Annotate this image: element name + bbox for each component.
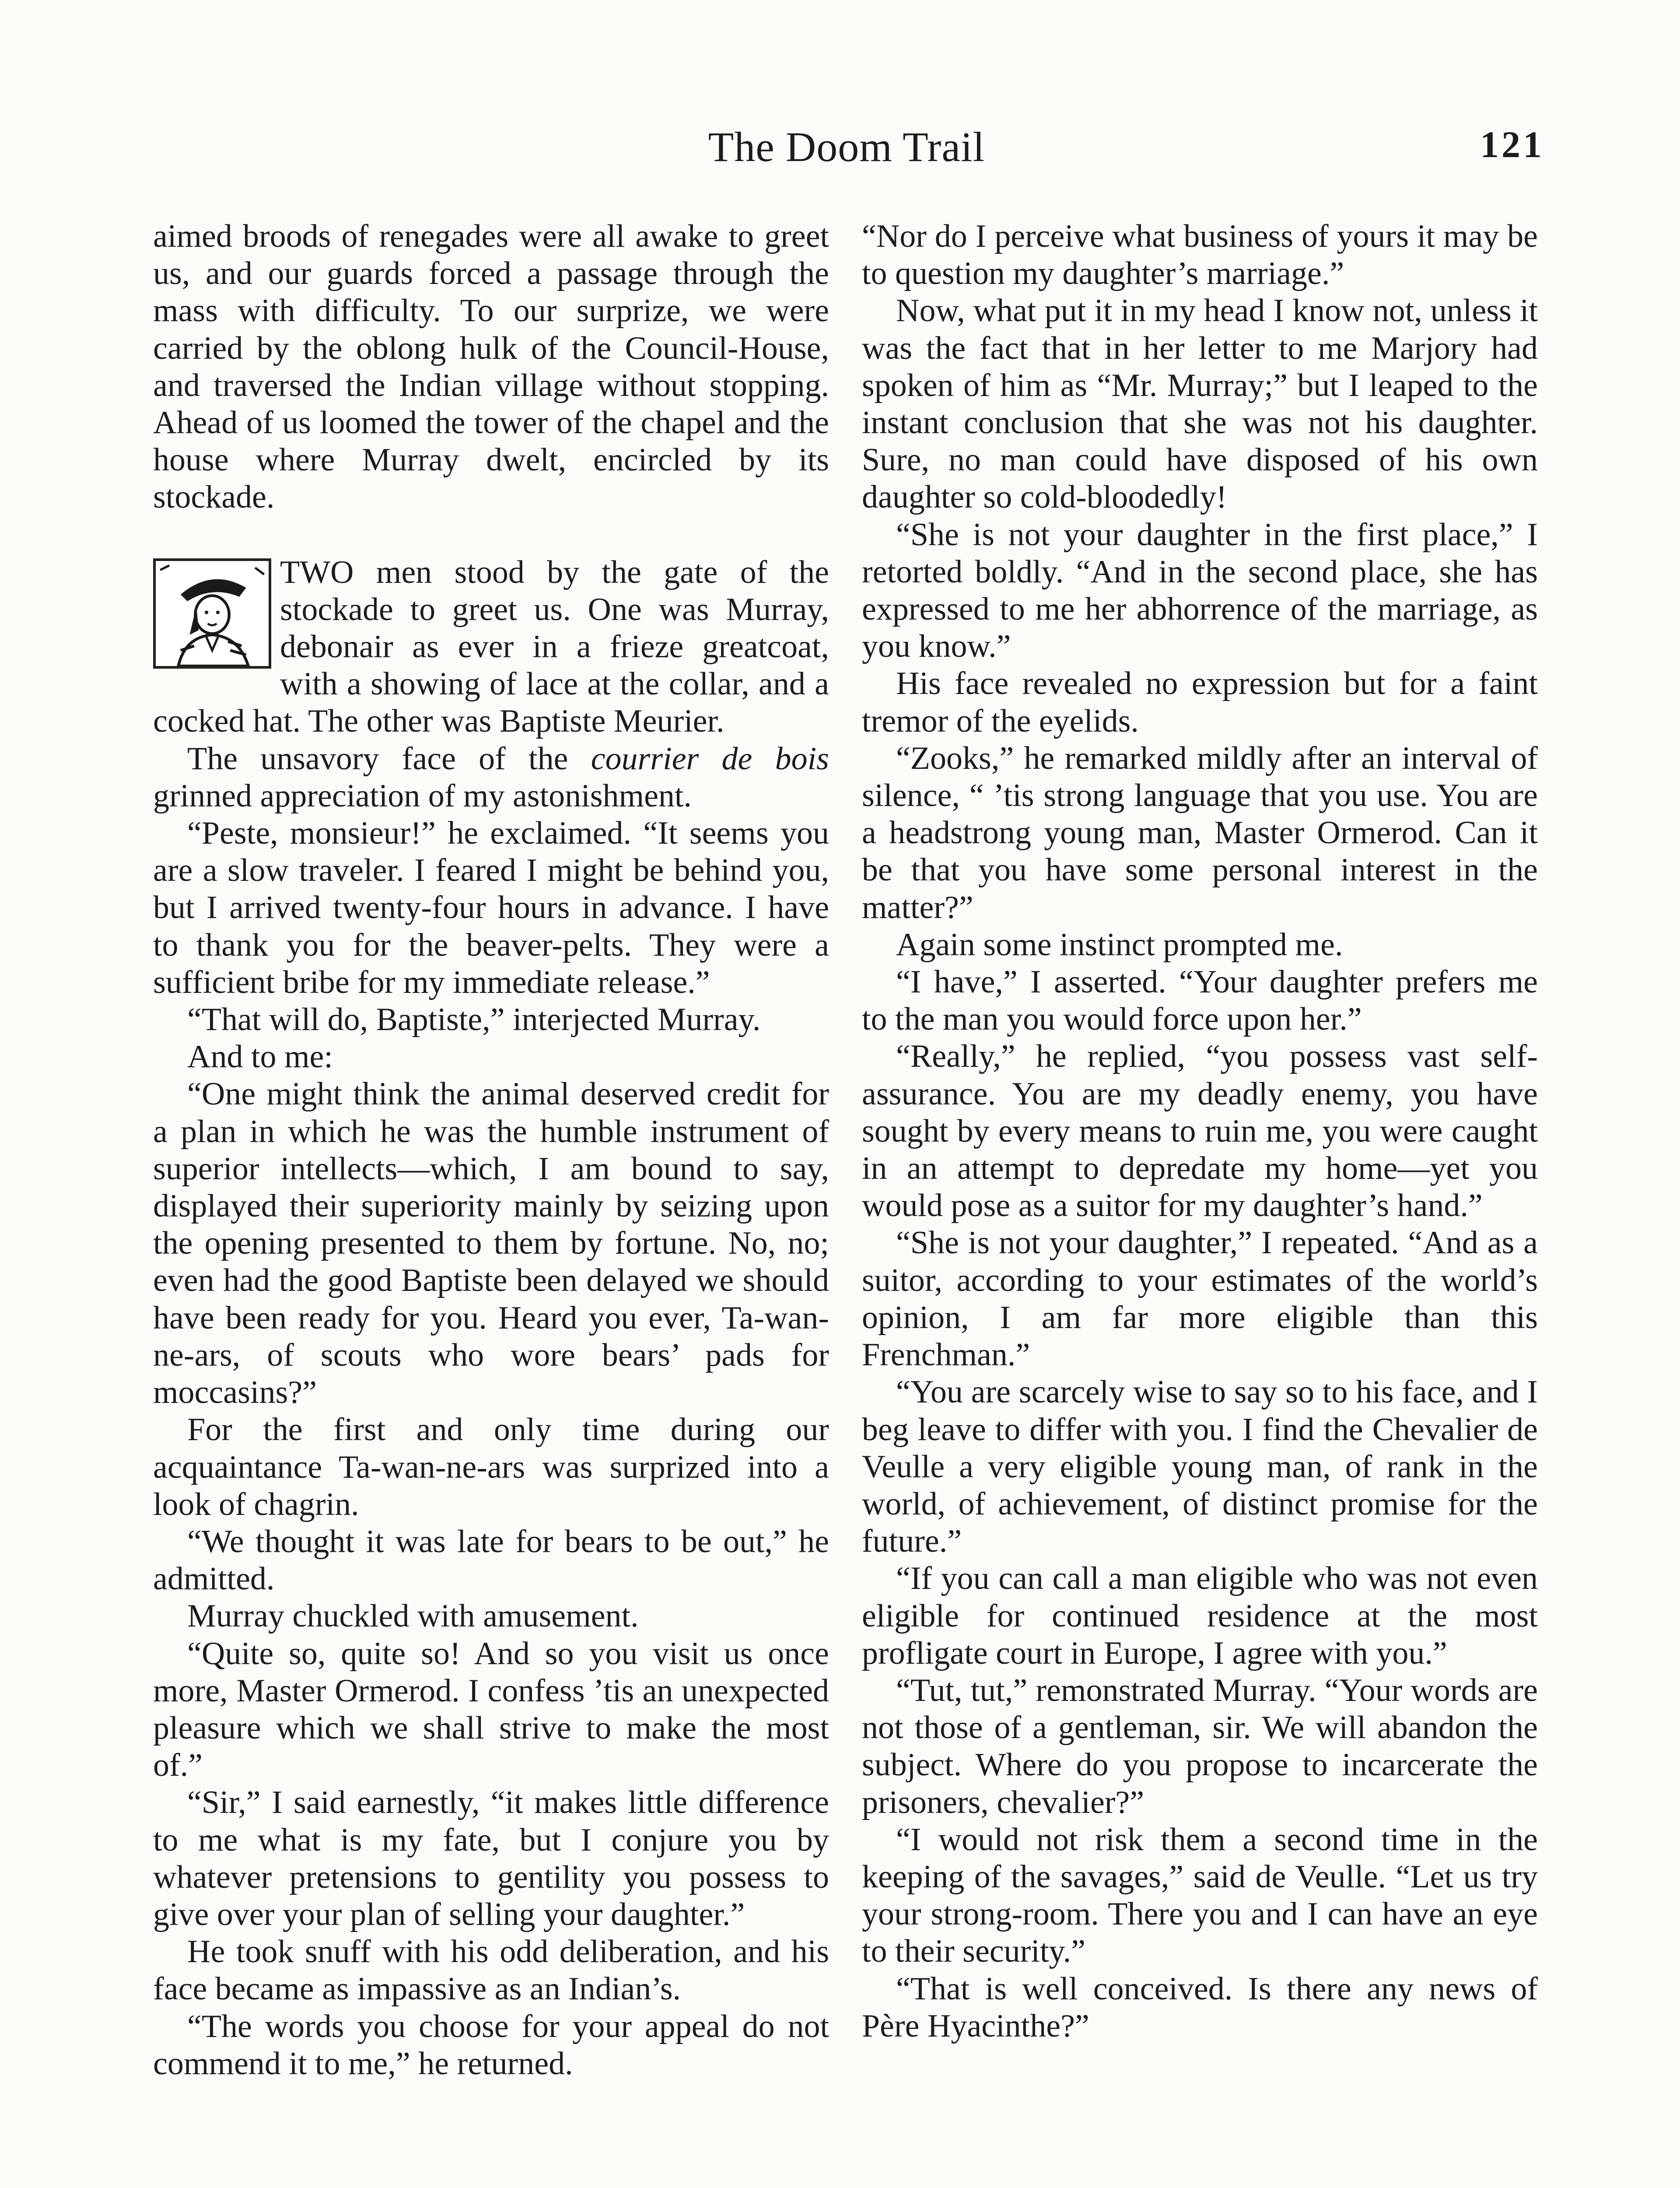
paragraph: “Zooks,” he remarked mildly after an interval of silence, “ ’tis strong language that you use. You are a headstrong young man, Master Ormerod. Can it be that you have some personal interest in the matter?”	[862, 740, 1538, 926]
paragraph: “Really,” he replied, “you possess vast self-assurance. You are my deadly enemy, you have sought by every means to ruin me, you were caught in an attempt to depredate my home—yet you would pose as a suitor for my daughter’s hand.”	[862, 1038, 1538, 1224]
paragraph: Murray chuckled with amusement.	[187, 1598, 639, 1634]
paragraph: “You are scarcely wise to say so to his face, and I beg leave to differ with you. I find the Chevalier de Veulle a very eligible young man, of rank in the world, of achievement, of distinct promise for the future.”	[862, 1374, 1538, 1560]
left-column	[153, 218, 829, 2083]
paragraph: “Peste, monsieur!” he exclaimed. “It seems you are a slow traveler. I feared I might be behind you, but I arrived twenty-four hours in advance. I have to thank you for the beaver-pelts. They were a sufficient bribe for my immediate release.”	[153, 815, 829, 1000]
section-opening-paragraph	[153, 554, 829, 740]
text-run: The unsavory face of the	[187, 740, 591, 777]
paragraph: “That is well conceived. Is there any news of Père Hyacinthe?”	[862, 1971, 1538, 2044]
paragraph-text: TWO men stood by the gate of the stockade to greet us. One was Murray, debonair as ever in a frieze greatcoat, with a showing of lace at the collar, and a cocked hat. The other was Baptiste Meurier.	[153, 554, 829, 740]
colonial-figure-vignette-icon	[153, 558, 271, 669]
paragraph: “I have,” I asserted. “Your daughter prefers me to the man you would force upon her.”	[862, 964, 1538, 1038]
paragraph: “I would not risk them a second time in the keeping of the savages,” said de Veulle. “Let us try your strong-room. There you and I can have an eye to their security.”	[862, 1821, 1538, 1970]
paragraph: “She is not your daughter in the first place,” I retorted boldly. “And in the second place, she has expressed to me her abhorrence of the marriage, as you know.”	[862, 516, 1538, 665]
paragraph	[153, 740, 829, 815]
paragraph: For the first and only time during our acquaintance Ta-wan-ne-ars was surprized into a look of chagrin.	[153, 1412, 829, 1522]
paragraph: He took snuff with his odd deliberation, and his face became as impassive as an Indian’s.	[153, 1934, 829, 2007]
paragraph: His face revealed no expression but for a faint tremor of the eyelids.	[862, 666, 1538, 739]
paragraph: Again some instinct prompted me.	[896, 926, 1343, 963]
paragraph: “The words you choose for your appeal do not commend it to me,” he returned.	[153, 2008, 829, 2082]
paragraph: “Tut, tut,” remonstrated Murray. “Your words are not those of a gentleman, sir. We will abandon the subject. Where do you propose to incarcerate the prisoners, chevalier?”	[862, 1672, 1538, 1820]
italic-text: courrier de bois	[591, 740, 829, 777]
page-number: 121	[1480, 123, 1544, 165]
paragraph: “That will do, Baptiste,” interjected Murray.	[187, 1002, 761, 1038]
paragraph: “Sir,” I said earnestly, “it makes little difference to me what is my fate, but I conjure you by whatever pretensions to gentility you possess to give over your plan of selling your daughter.”	[153, 1785, 829, 1932]
paragraph: “If you can call a man eligible who was not even eligible for continued residence at the most profligate court in Europe, I agree with you.”	[862, 1560, 1538, 1671]
paragraph: And to me:	[187, 1039, 333, 1075]
paragraph: “Nor do I perceive what business of yours it may be to question my daughter’s marriage.”	[862, 218, 1538, 292]
running-title: The Doom Trail	[708, 123, 985, 170]
page-header	[149, 123, 1544, 179]
paragraph: “She is not your daughter,” I repeated. “And as a suitor, according to your estimates of the world’s opinion, I am far more eligible than this Frenchman.”	[862, 1225, 1538, 1373]
right-column	[862, 218, 1538, 2045]
paragraph: Now, what put it in my head I know not, unless it was the fact that in her letter to me Marjory had spoken of him as “Mr. Murray;” but I leaped to the instant conclusion that she was not his daughter. Sure, no man could have disposed of his own daughter so cold-bloodedly!	[862, 293, 1538, 515]
paragraph: “Quite so, quite so! And so you visit us once more, Master Ormerod. I confess ’tis an unexpected pleasure which we shall strive to make the most of.”	[153, 1635, 829, 1784]
paragraph: “One might think the animal deserved credit for a plan in which he was the humble instrument of superior intellects—which, I am bound to say, displayed their superiority mainly by seizing upon the opening presented to them by fortune. No, no; even had the good Baptiste been delayed we should have been ready for you. Heard you ever, Ta-wan-ne-ars, of scouts who wore bears’ pads for moccasins?”	[153, 1076, 829, 1411]
text-run: grinned appreciation of my astonishment.	[153, 778, 692, 814]
paragraph: “We thought it was late for bears to be out,” he admitted.	[153, 1523, 829, 1597]
paragraph: aimed broods of renegades were all awake to greet us, and our guards forced a passage through the mass with difficulty. To our surprize, we were carried by the oblong hulk of the Council-House, and traversed the Indian village without stopping. Ahead of us loomed the tower of the chapel and the house where Murray dwelt, encircled by its stockade.	[153, 218, 829, 515]
